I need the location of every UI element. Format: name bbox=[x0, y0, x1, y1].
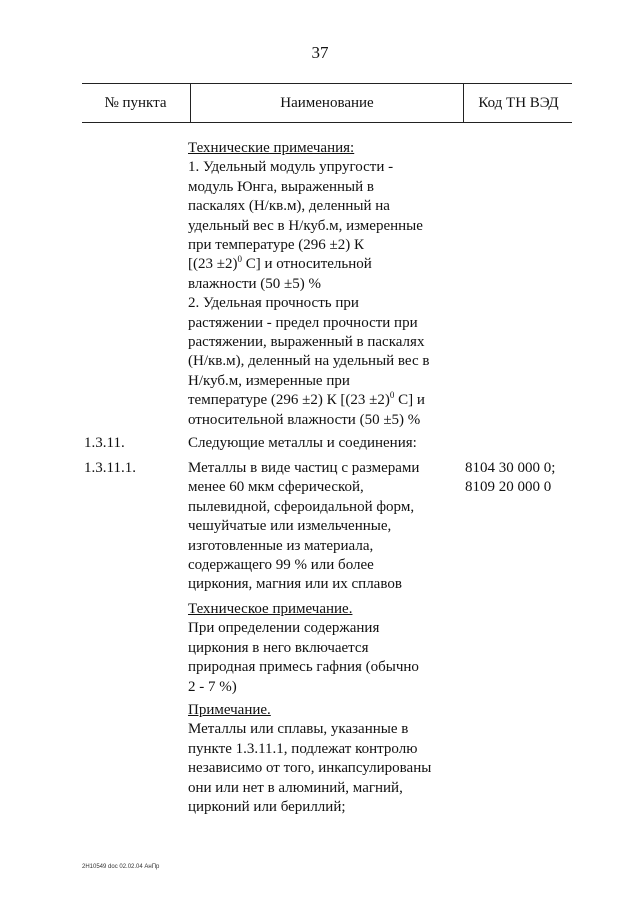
text-line: 1. Удельный модуль упругости - bbox=[188, 159, 394, 176]
text-line: независимо от того, инкапсулированы bbox=[188, 760, 432, 777]
text-line: влажности (50 ±5) % bbox=[188, 275, 322, 292]
text-line: относительной влажности (50 ±5) % bbox=[188, 411, 421, 428]
text-line: удельный вес в Н/куб.м, измеренные bbox=[188, 217, 423, 234]
text-line: (Н/кв.м), деленный на удельный вес в bbox=[188, 353, 430, 370]
customs-code: 8109 20 000 0 bbox=[465, 479, 552, 496]
degree-superscript: 0 bbox=[237, 254, 242, 265]
item-text-1-3-11-1 bbox=[188, 459, 468, 595]
text-line: 2 - 7 %) bbox=[188, 678, 237, 695]
text-line: паскалях (Н/кв.м), деленный на bbox=[188, 198, 390, 215]
technical-note-heading: Техническое примечание. bbox=[188, 601, 353, 617]
customs-codes-1-3-11-1 bbox=[465, 459, 555, 498]
text-fragment: С] и bbox=[394, 392, 425, 409]
text-line: изготовленные из материала, bbox=[188, 537, 374, 554]
technical-notes-heading: Технические примечания: bbox=[188, 140, 355, 156]
text-line: пункте 1.3.11.1, подлежат контролю bbox=[188, 740, 418, 757]
text-line: при температуре (296 ±2) К bbox=[188, 237, 364, 254]
text-fragment: [(23 ±2) bbox=[188, 256, 238, 273]
text-line: При определении содержания bbox=[188, 620, 380, 637]
text-line: менее 60 мкм сферической, bbox=[188, 479, 364, 496]
text-line: Следующие металлы и соединения: bbox=[188, 435, 417, 451]
note-heading: Примечание. bbox=[188, 702, 271, 718]
item-number-1-3-11-1: 1.3.11.1. bbox=[84, 460, 136, 476]
text-line: природная примесь гафния (обычно bbox=[188, 659, 419, 676]
text-line: чешуйчатые или измельченные, bbox=[188, 518, 392, 535]
text-line: цирконий или бериллий; bbox=[188, 799, 346, 816]
page-number: 37 bbox=[311, 43, 329, 62]
item-text-1-3-11 bbox=[188, 434, 468, 453]
text-line: они или нет в алюминий, магний, bbox=[188, 779, 403, 796]
temperature-line bbox=[188, 391, 468, 410]
text-line: Металлы или сплавы, указанные в bbox=[188, 721, 409, 738]
document-footer: 2Н10549 doc 02.02.04 АнПр bbox=[82, 864, 160, 870]
column-header-name: Наименование bbox=[190, 84, 463, 122]
technical-notes-block bbox=[188, 139, 468, 430]
item-number-1-3-11: 1.3.11. bbox=[84, 435, 125, 451]
text-line: Металлы в виде частиц с размерами bbox=[188, 460, 420, 476]
text-fragment: температуре (296 ±2) К [(23 ±2) bbox=[188, 392, 390, 409]
text-line: пылевидной, сфероидальной форм, bbox=[188, 498, 415, 515]
note-block bbox=[188, 701, 468, 817]
technical-note-block bbox=[188, 600, 468, 697]
column-header-code: Код ТН ВЭД bbox=[463, 84, 573, 122]
degree-superscript: 0 bbox=[389, 390, 395, 401]
text-line: растяжении, выраженный в паскалях bbox=[188, 334, 425, 351]
text-line: Н/куб.м, измеренные при bbox=[188, 372, 350, 389]
text-fragment: С] и относительной bbox=[241, 256, 372, 273]
customs-code: 8104 30 000 0; bbox=[465, 460, 556, 476]
text-line: модуль Юнга, выраженный в bbox=[188, 178, 374, 195]
column-header-number: № пункта bbox=[104, 95, 167, 111]
text-line: содержащего 99 % или более bbox=[188, 557, 374, 574]
temperature-line bbox=[188, 255, 468, 274]
text-line: растяжении - предел прочности при bbox=[188, 314, 418, 331]
text-line: циркония, магния или их сплавов bbox=[188, 576, 402, 593]
text-line: циркония в него включается bbox=[188, 639, 369, 656]
text-line: 2. Удельная прочность при bbox=[188, 295, 359, 312]
